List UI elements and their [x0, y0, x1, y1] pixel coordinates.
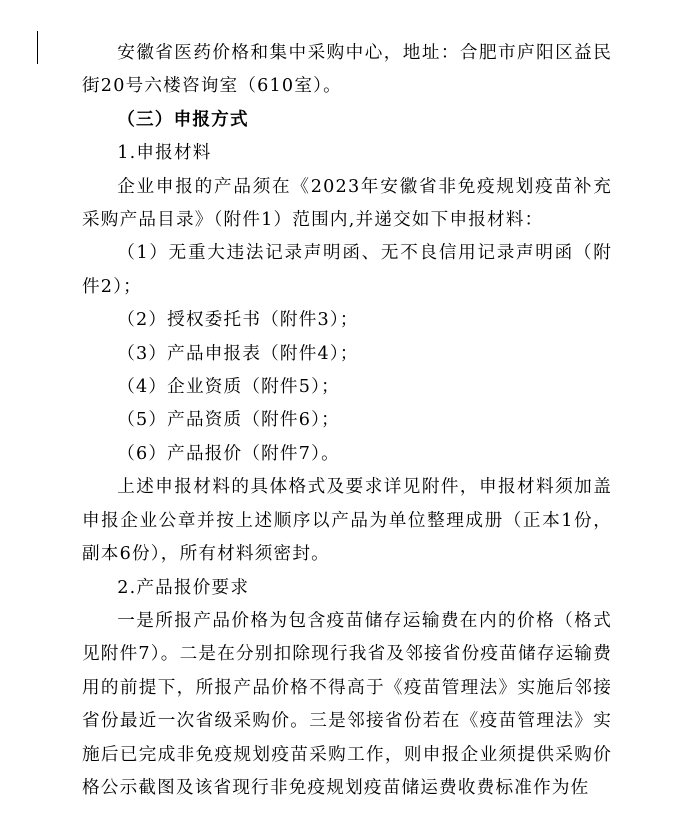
list-item-declaration-letters: （1）无重大违法记录声明函、无不良信用记录声明函（附件2）；: [82, 243, 612, 297]
document-body: [82, 37, 612, 805]
list-item-product-form: （3）产品申报表（附件4）；: [117, 343, 359, 364]
paragraph-format-requirements: 上述申报材料的具体格式及要求详见附件，申报材料须加盖申报企业公章并按上述顺序以产品为单位整理成册（正本1份，副本6份），所有材料须密封。: [82, 477, 612, 565]
text-cursor: [37, 31, 38, 64]
list-item-product-qualification: （5）产品资质（附件6）；: [117, 410, 340, 431]
paragraph-address: 安徽省医药价格和集中采购中心，地址：合肥市庐阳区益民街20号六楼咨询室（610室）。: [82, 43, 612, 97]
paragraph-price-rules: 一是所报产品价格为包含疫苗储存运输费在内的价格（格式见附件7）。二是在分别扣除现行我省及邻接省份疫苗储存运输费用的前提下，所报产品价格不得高于《疫苗管理法》实施后邻接省份最近一次省级采购价。三是邻接省份若在《疫苗管理法》实施后已完成非免疫规划疫苗采购工作，则申报企业须提供采购价格公示截图及该省现行非免疫规划疫苗储运费收费标准作为佐: [82, 610, 612, 798]
subheading-price-requirements: 2.产品报价要求: [117, 577, 250, 598]
list-item-authorization: （2）授权委托书（附件3）；: [117, 310, 359, 331]
paragraph-product-scope: 企业申报的产品须在《2023年安徽省非免疫规划疫苗补充采购产品目录》（附件1）范围内,并递交如下申报材料：: [82, 176, 612, 231]
heading-application-method: （三）申报方式: [117, 109, 249, 130]
subheading-application-materials: 1.申报材料: [117, 143, 212, 164]
list-item-product-quote: （6）产品报价（附件7）。: [117, 443, 340, 464]
list-item-company-qualification: （4）企业资质（附件5）；: [117, 377, 340, 398]
